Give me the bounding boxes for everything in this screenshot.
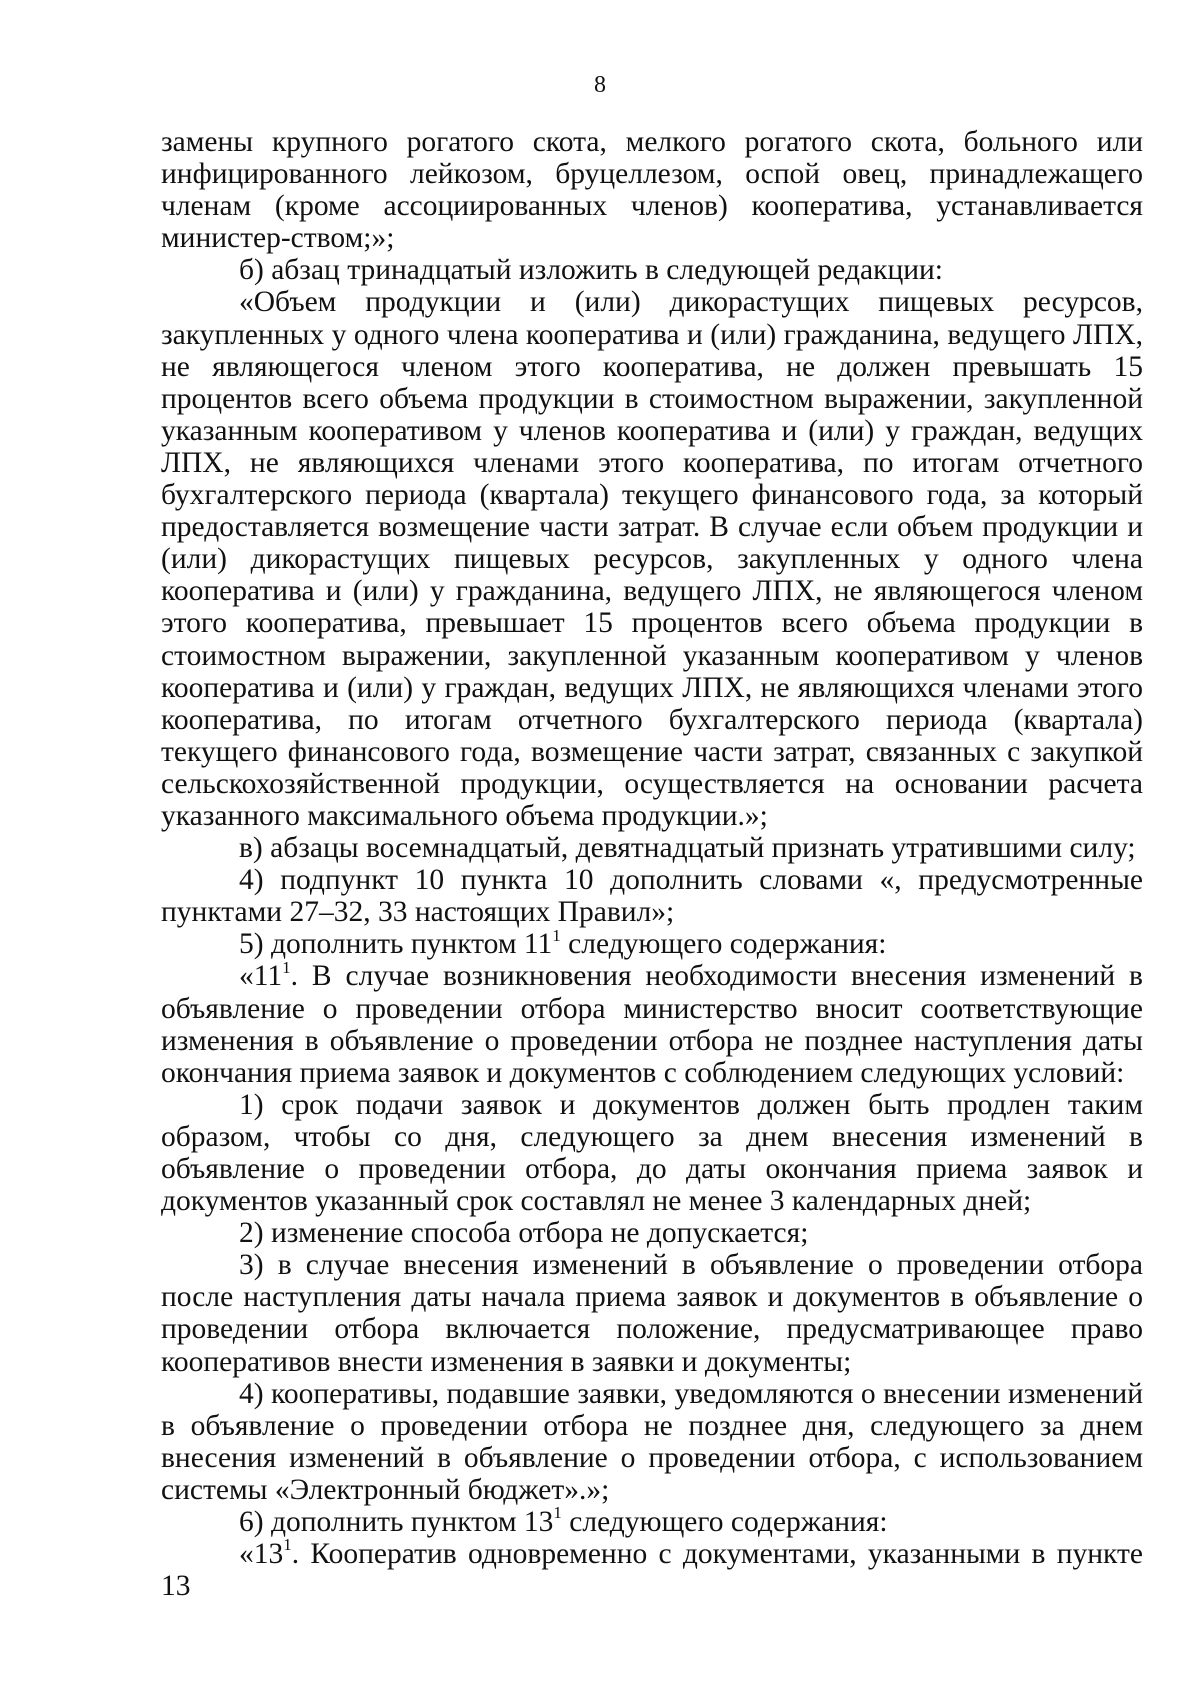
superscript-index: 1 [553, 1503, 562, 1523]
paragraph: 2) изменение способа отбора не допускается; [239, 1217, 809, 1250]
paragraph-text: следующего содержания: [560, 928, 887, 961]
paragraph [161, 1503, 1143, 1539]
paragraph-text: . Кооператив одновременно с документами, указанными в пункте 13 [161, 1538, 1143, 1603]
superscript-index: 1 [282, 957, 291, 977]
paragraph: 4) кооперативы, подавшие заявки, уведомляются о внесении изменений в объявление о проведении отбора не позднее дня, следующего за днем внесения изменений в объявление о проведении отбора, с использованием системы «Электронный бюджет».»; [161, 1377, 1143, 1506]
paragraph-text: «13 [239, 1538, 284, 1571]
paragraph: 3) в случае внесения изменений в объявление о проведении отбора после наступления даты начала приема заявок и документов в объявление о проведении отбора включается положение, предусматривающее право кооперативов внести изменения в заявки и документы; [161, 1249, 1143, 1378]
paragraph-text: «11 [239, 960, 283, 993]
paragraph-text: . В случае возникновения необходимости внесения изменений в объявление о проведении отбора министерство вносит соответствующие изменения в объявление о проведении отбора не позднее наступления даты окончания приема заявок и документов с соблюдением следующих условий: [161, 960, 1143, 1089]
paragraph: 4) подпункт 10 пункта 10 дополнить словами «, предусмотренные пунктами 27–32, 33 настоящих Правил»; [161, 864, 1143, 929]
paragraph [161, 957, 1143, 1089]
document-body [161, 126, 1143, 1602]
paragraph: в) абзацы восемнадцатый, девятнадцатый признать утратившими силу; [239, 832, 1136, 865]
paragraph: «Объем продукции и (или) дикорастущих пищевых ресурсов, закупленных у одного члена кооператива и (или) гражданина, ведущего ЛПХ, не являющегося членом этого кооператива, не должен превышать 15 процентов всего объема продукции в стоимостном выражении, закупленной указанным кооперативом у членов кооператива и (или) у граждан, ведущих ЛПХ, не являющихся членами этого кооператива, по итогам отчетного бухгалтерского периода (квартала) текущего финансового года, за который предоставляется возмещение части затрат. В случае если объем продукции и (или) дикорастущих пищевых ресурсов, закупленных у одного члена кооператива и (или) у гражданина, ведущего ЛПХ, не являющегося членом этого кооператива, превышает 15 процентов всего объема продукции в стоимостном выражении, закупленной указанным кооперативом у членов кооператива и (или) у граждан, ведущих ЛПХ, не являющихся членами этого кооператива, по итогам отчетного бухгалтерского периода (квартала) текущего финансового года, возмещение части затрат, связанных с закупкой сельскохозяйственной продукции, осуществляется на основании расчета указанного максимального объема продукции.»; [161, 286, 1143, 832]
superscript-index: 1 [552, 925, 561, 945]
page-number: 8 [594, 72, 606, 98]
paragraph [161, 925, 1143, 961]
paragraph-text: следующего содержания: [561, 1506, 888, 1539]
paragraph [161, 1535, 1143, 1603]
paragraph: б) абзац тринадцатый изложить в следующей редакции: [239, 254, 943, 287]
superscript-index: 1 [283, 1535, 292, 1555]
paragraph-text: 5) дополнить пунктом 11 [239, 928, 553, 961]
paragraph-text: 6) дополнить пунктом 13 [239, 1506, 554, 1539]
paragraph: замены крупного рогатого скота, мелкого рогатого скота, больного или инфицированного лейкозом, бруцеллезом, оспой овец, принадлежащего членам (кроме ассоциированных членов) кооператива, устанавливается министер-ством;»; [161, 126, 1143, 255]
paragraph: 1) срок подачи заявок и документов должен быть продлен таким образом, чтобы со дня, следующего за днем внесения изменений в объявление о проведении отбора, до даты окончания приема заявок и документов указанный срок составлял не менее 3 календарных дней; [161, 1088, 1143, 1218]
